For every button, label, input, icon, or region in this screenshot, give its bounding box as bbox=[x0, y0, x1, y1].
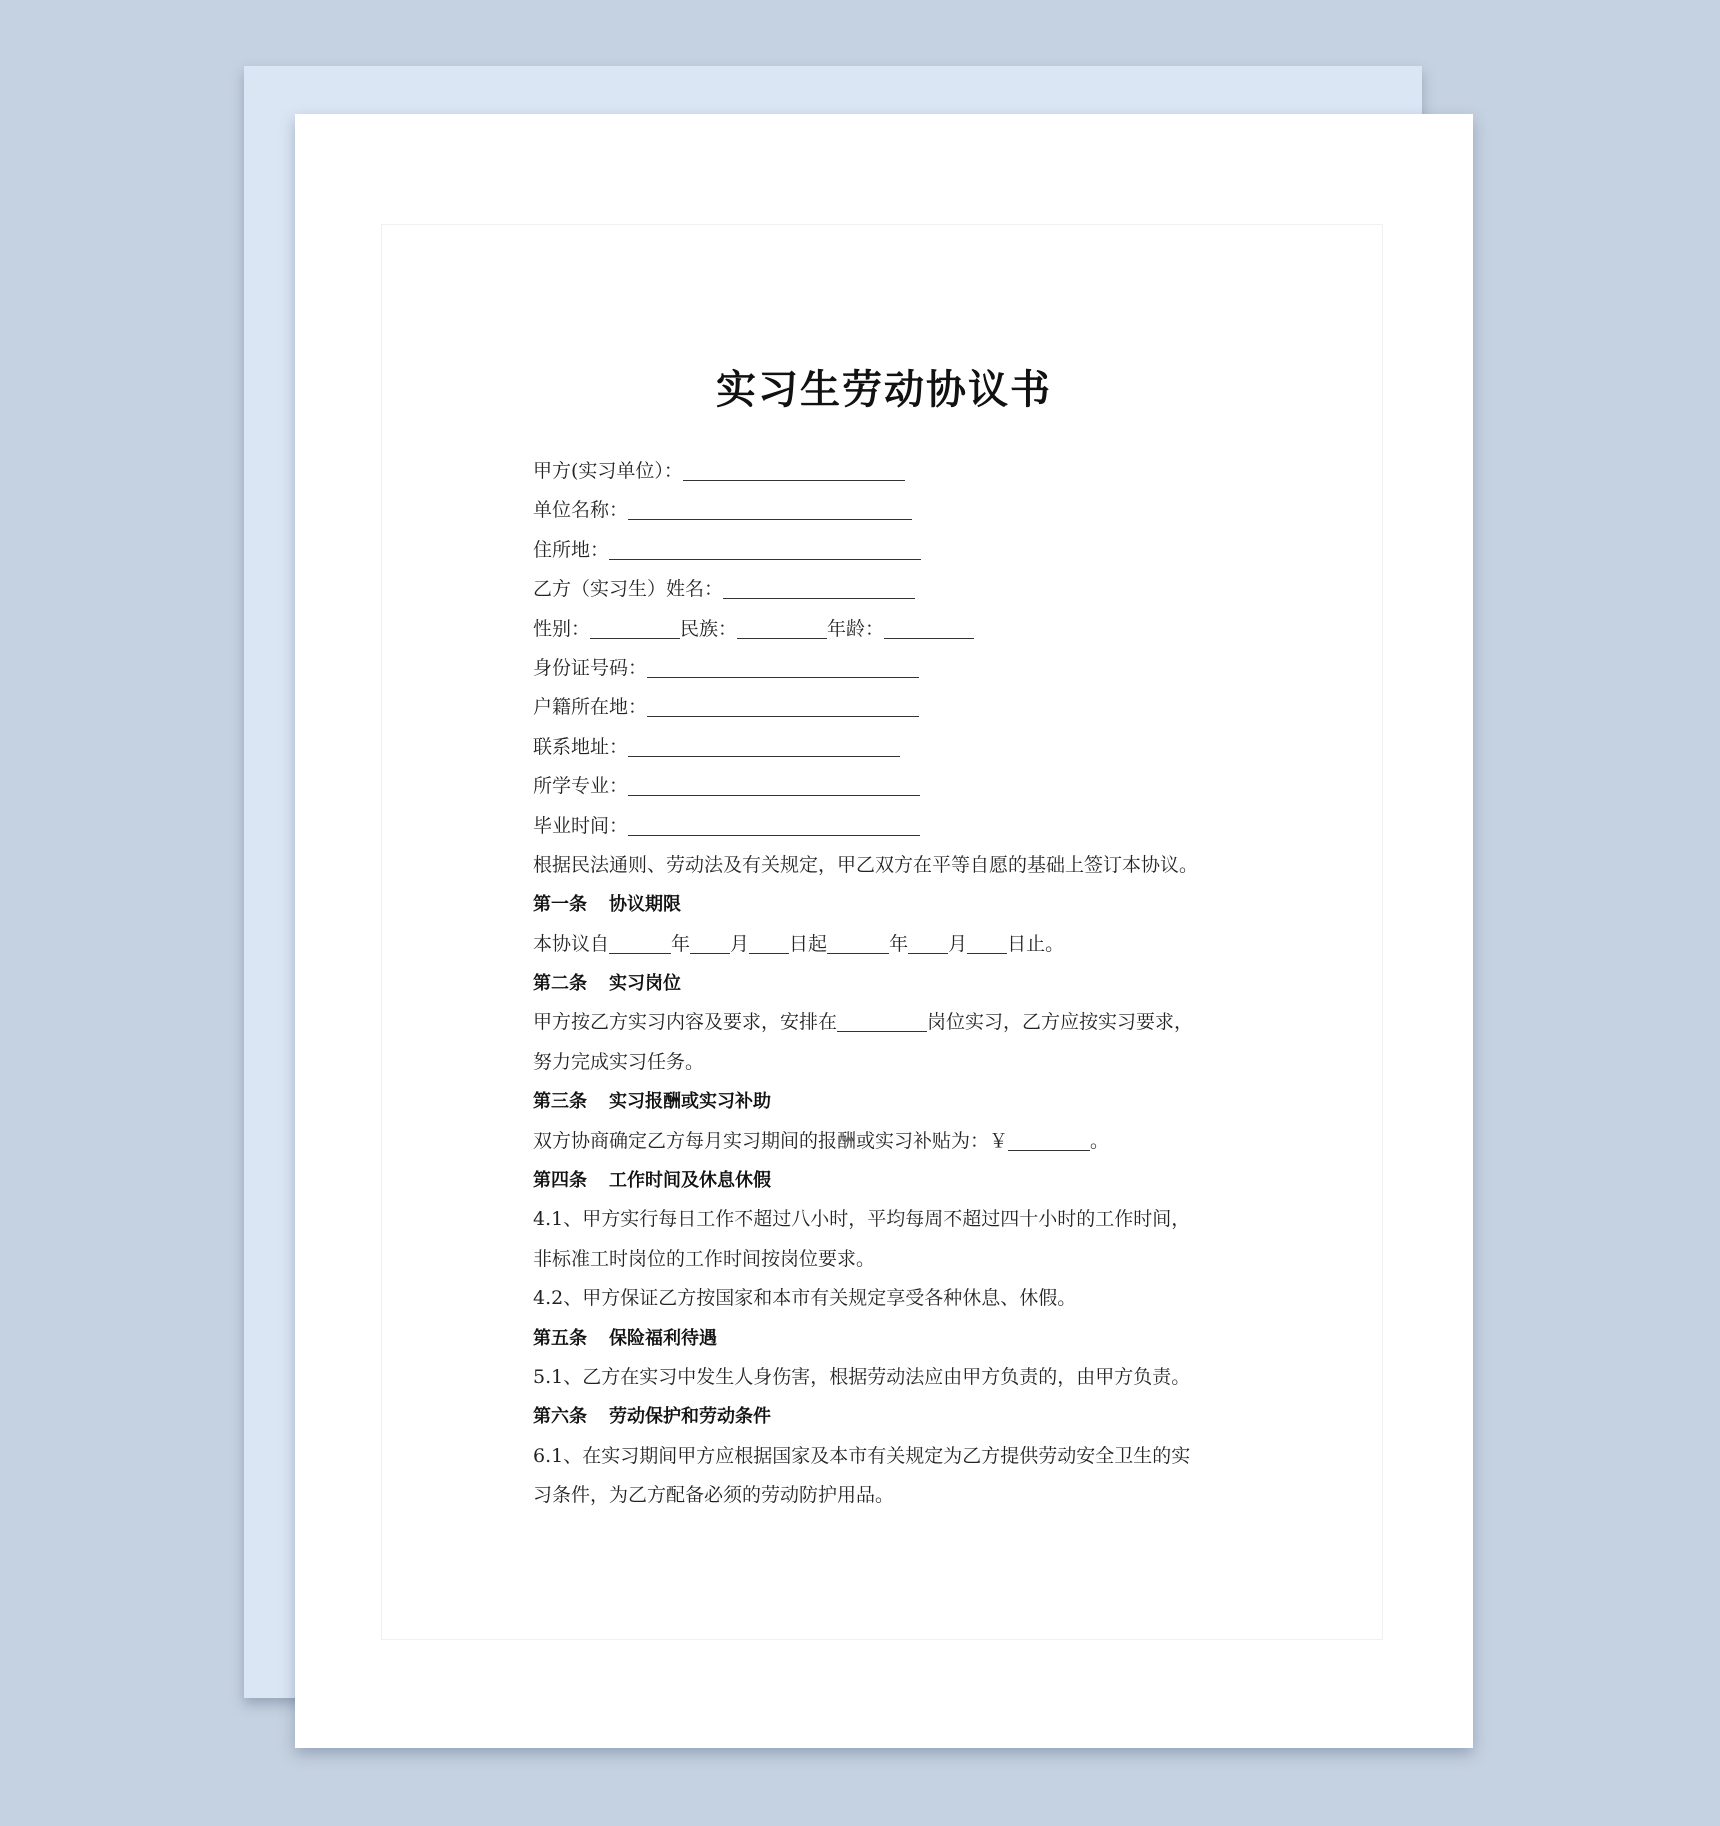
text-segment: 月 bbox=[948, 932, 968, 955]
field-address bbox=[533, 531, 1253, 570]
field-label: 乙方（实习生）姓名： bbox=[533, 578, 724, 601]
field-label: 毕业时间： bbox=[533, 814, 629, 837]
article-number: 第五条 bbox=[533, 1327, 587, 1349]
fill-blank bbox=[683, 458, 905, 481]
field-label: 年龄： bbox=[827, 617, 885, 640]
field-unit-name bbox=[533, 491, 1253, 530]
fill-blank bbox=[628, 734, 900, 757]
article-2-text-cont: 努力完成实习任务。 bbox=[533, 1050, 705, 1073]
article-title: 协议期限 bbox=[609, 894, 681, 916]
article-heading bbox=[533, 885, 1253, 924]
text-segment: 甲方按乙方实习内容及要求，安排在 bbox=[533, 1011, 838, 1034]
field-household-registration bbox=[533, 688, 1253, 727]
text-segment: 双方协商确定乙方每月实习期间的报酬或实习补贴为：￥ bbox=[533, 1129, 1009, 1152]
fill-blank bbox=[628, 497, 912, 520]
article-heading bbox=[533, 1161, 1253, 1200]
text-segment: 年 bbox=[671, 932, 691, 955]
article-title: 实习岗位 bbox=[609, 973, 681, 995]
field-party-b-name bbox=[533, 570, 1253, 609]
field-gender-ethnicity-age bbox=[533, 610, 1253, 649]
article-title: 劳动保护和劳动条件 bbox=[609, 1406, 771, 1428]
article-heading bbox=[533, 964, 1253, 1003]
article-heading bbox=[533, 1397, 1253, 1436]
fill-blank bbox=[590, 616, 680, 639]
article-heading bbox=[533, 1319, 1253, 1358]
text-segment: 月 bbox=[730, 932, 750, 955]
article-4-line: 4.1、甲方实行每日工作不超过八小时，平均每周不超过四十小时的工作时间， bbox=[533, 1208, 1191, 1231]
document-title: 实习生劳动协议书 bbox=[716, 367, 1052, 413]
field-label: 民族： bbox=[680, 617, 738, 640]
article-title: 实习报酬或实习补助 bbox=[609, 1091, 771, 1113]
front-paper-sheet bbox=[295, 114, 1473, 1748]
article-number: 第四条 bbox=[533, 1170, 587, 1192]
field-label: 性别： bbox=[533, 617, 591, 640]
fill-blank bbox=[723, 576, 915, 599]
article-heading bbox=[533, 1082, 1253, 1121]
article-number: 第六条 bbox=[533, 1406, 587, 1428]
article-3-text bbox=[533, 1122, 1253, 1161]
fill-blank bbox=[609, 537, 921, 560]
fill-blank bbox=[690, 931, 730, 954]
article-number: 第二条 bbox=[533, 973, 587, 995]
text-segment: 日止。 bbox=[1007, 932, 1065, 955]
field-major bbox=[533, 767, 1253, 806]
field-label: 身份证号码： bbox=[533, 656, 648, 679]
article-4-line: 非标准工时岗位的工作时间按岗位要求。 bbox=[533, 1247, 876, 1270]
field-label: 甲方(实习单位）： bbox=[533, 460, 683, 482]
fill-blank bbox=[609, 931, 671, 954]
article-6-line: 6.1、在实习期间甲方应根据国家及本市有关规定为乙方提供劳动安全卫生的实 bbox=[533, 1444, 1191, 1467]
preamble-text: 根据民法通则、劳动法及有关规定，甲乙双方在平等自愿的基础上签订本协议。 bbox=[533, 853, 1199, 876]
article-title: 保险福利待遇 bbox=[609, 1327, 717, 1349]
article-number: 第一条 bbox=[533, 894, 587, 916]
field-graduation-date bbox=[533, 807, 1253, 846]
document-body bbox=[533, 452, 1253, 1516]
fill-blank bbox=[647, 694, 919, 717]
fill-blank bbox=[647, 655, 919, 678]
fill-blank bbox=[967, 931, 1007, 954]
field-label: 住所地： bbox=[533, 538, 610, 561]
fill-blank bbox=[628, 813, 920, 836]
article-number: 第三条 bbox=[533, 1091, 587, 1113]
field-party-a bbox=[533, 452, 1253, 491]
article-2-text bbox=[533, 1003, 1253, 1042]
field-label: 户籍所在地： bbox=[533, 696, 648, 719]
fill-blank bbox=[1008, 1128, 1090, 1151]
fill-blank bbox=[628, 773, 920, 796]
article-4-line: 4.2、甲方保证乙方按国家和本市有关规定享受各种休息、休假。 bbox=[533, 1287, 1077, 1310]
text-segment: 日起 bbox=[789, 932, 828, 955]
fill-blank bbox=[837, 1009, 927, 1032]
article-1-text bbox=[533, 925, 1253, 964]
field-label: 联系地址： bbox=[533, 735, 629, 758]
field-id-number bbox=[533, 649, 1253, 688]
fill-blank bbox=[827, 931, 889, 954]
field-label: 所学专业： bbox=[533, 775, 629, 798]
text-segment: 岗位实习，乙方应按实习要求， bbox=[927, 1011, 1194, 1034]
fill-blank bbox=[908, 931, 948, 954]
text-segment: 年 bbox=[889, 932, 909, 955]
article-5-line: 5.1、乙方在实习中发生人身伤害，根据劳动法应由甲方负责的，由甲方负责。 bbox=[533, 1365, 1191, 1388]
fill-blank bbox=[884, 616, 974, 639]
fill-blank bbox=[737, 616, 827, 639]
article-6-line: 习条件，为乙方配备必须的劳动防护用品。 bbox=[533, 1484, 895, 1507]
article-title: 工作时间及休息休假 bbox=[609, 1170, 771, 1192]
field-label: 单位名称： bbox=[533, 499, 629, 522]
text-segment: 本协议自 bbox=[533, 932, 610, 955]
fill-blank bbox=[749, 931, 789, 954]
text-segment: 。 bbox=[1090, 1129, 1110, 1152]
field-contact-address bbox=[533, 728, 1253, 767]
